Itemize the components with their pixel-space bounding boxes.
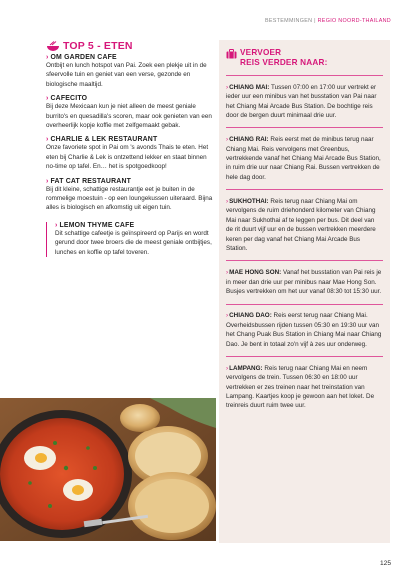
page-number: 125: [379, 560, 391, 567]
route-description: Reis terug naar Chiang Mai om vervolgens de ruim driehonderd kilometer van Chiang Mai naar Sukhothai af te leggen per bus. Dit deel van de rit duurt vijf uur en de bussen vertrekken meerdere keren per dag vanaf het Chiang Mai Arcade Bus Station.: [226, 198, 376, 253]
chevron-right-icon: ›: [55, 221, 58, 229]
eat-title: TOP 5 - ETEN: [63, 40, 133, 52]
chevron-right-icon: ›: [46, 54, 49, 61]
route-description: Reis eerst terug naar Chiang Mai. Overheidsbussen rijden tussen 05:30 en 19:30 uur van het Chang Puak Bus Station in Chiang Mai naar Chiang Dao. Je bent in totaal zo'n vijf à zes uur onderweg.: [226, 312, 382, 348]
route-destination: CHIANG DAO:: [229, 312, 272, 320]
transport-title-line1: VERVOER: [240, 48, 282, 57]
restaurant-description: Onze favoriete spot in Pai om 's avonds Thais te eten. Het eten bij Charlie & Lek is ontzettend lekker en staat binnen no-time op tafel. En… het is spotgoedkoop!: [46, 144, 209, 171]
restaurant-item: [46, 178, 216, 213]
route-destination: LAMPANG:: [229, 364, 263, 372]
divider: [226, 356, 383, 357]
route-block: [226, 311, 383, 349]
divider: [226, 260, 383, 261]
restaurant-description: Dit schattige cafeetje is geïnspireerd op Parijs en wordt gerund door twee broers die de meest geniale ontbijtjes, lunches en koffie op tafel toveren.: [55, 229, 212, 256]
divider: [226, 189, 383, 190]
route-block: [226, 135, 383, 182]
route-description: Tussen 07:00 en 17:00 uur vertrekt er ieder uur een minibus van het busstation van Pai naar het Chiang Mai Arcade Bus Station. De bochtige reis door de bergen duurt minimaal drie uur.: [226, 83, 377, 120]
route-block: [226, 197, 383, 253]
transport-title: [240, 48, 328, 68]
transport-panel: [219, 40, 390, 543]
chevron-right-icon: ›: [226, 364, 229, 372]
restaurant-name: › OM GARDEN CAFE: [46, 54, 117, 61]
restaurant-description: Ontbijt en lunch hotspot van Pai. Zoek een plekje uit in de sfeervolle tuin en geniet van een verse, gezonde en biologische maaltijd.: [46, 62, 207, 88]
restaurant-description: Bij dit kleine, schattige restaurantje eet je buiten in de rommelige moestuin - op een loungekussen uiteraard. Bijna alles is biologisch en afkomstig uit eigen tuin.: [46, 185, 213, 212]
route-destination: MAE HONG SON:: [229, 269, 282, 277]
bowl-icon: [46, 41, 60, 52]
route-block: [226, 364, 383, 411]
restaurant-description: Bij deze Mexicaan kun je niet alleen de meest geniale burrito's en quesadilla's scoren, maar ook genieten van een overheerlijk kopje koffie met zelfgemaakt gebak.: [46, 103, 212, 130]
restaurant-item: [46, 54, 216, 89]
restaurant-name: › CHARLIE & LEK RESTAURANT: [46, 136, 158, 144]
chevron-right-icon: ›: [226, 312, 229, 320]
transport-title-row: [226, 48, 383, 68]
restaurant-item: [46, 95, 216, 130]
eat-title-row: [46, 40, 216, 52]
route-block: [226, 268, 383, 296]
restaurant-name: › FAT CAT RESTAURANT: [46, 177, 132, 185]
lemon-thyme-box: [46, 222, 216, 257]
running-header: [265, 18, 391, 24]
suitcase-icon: [226, 49, 237, 59]
chevron-right-icon: ›: [226, 136, 229, 144]
header-separator: |: [312, 18, 318, 24]
header-region: REGIO NOORD-THAILAND: [317, 18, 391, 24]
divider: [226, 304, 383, 305]
breakfast-image: [0, 398, 216, 541]
route-block: [226, 83, 383, 121]
chevron-right-icon: ›: [226, 83, 229, 91]
divider: [226, 75, 383, 76]
route-description: Vanaf het busstation van Pai reis je in meer dan drie uur per minibus naar Mae Hong Son. Busjes vertrekken om het uur vanaf 08:30 tot 15:30 uur.: [226, 269, 382, 296]
chevron-right-icon: ›: [226, 269, 229, 277]
route-destination: CHIANG RAI:: [229, 136, 269, 144]
chevron-right-icon: ›: [46, 177, 49, 185]
chevron-right-icon: ›: [46, 95, 49, 103]
restaurant-item: [46, 136, 216, 171]
restaurant-name: › LEMON THYME CAFE: [55, 221, 135, 229]
route-description: Reis eerst met de minibus terug naar Chiang Mai. Reis vervolgens met Greenbus, vertrekkende vanaf het Chiang Mai Arcade Bus Station, in ruim drie uur naar Chiang Rai. Bussen vertrekken de hele dag door.: [226, 136, 381, 181]
food-photo: [0, 398, 216, 541]
route-destination: SUKHOTHAI:: [229, 198, 269, 206]
route-description: Reis terug naar Chiang Mai en neem vervolgens de trein. Tussen 06:30 en 18:00 uur vertrekken er zes treinen naar het treinstation van Lampang. Kaartjes koop je gewoon aan het loket. De treinreis duurt ruim twee uur.: [226, 364, 375, 410]
restaurant-name: › CAFECITO: [46, 95, 88, 103]
transport-title-line2: REIS VERDER NAAR:: [240, 58, 328, 67]
header-section: BESTEMMINGEN: [264, 18, 313, 24]
route-destination: CHIANG MAI:: [229, 83, 270, 91]
chevron-right-icon: ›: [46, 136, 49, 144]
chevron-right-icon: ›: [226, 198, 229, 206]
eat-column: [46, 40, 216, 257]
divider: [226, 127, 383, 128]
